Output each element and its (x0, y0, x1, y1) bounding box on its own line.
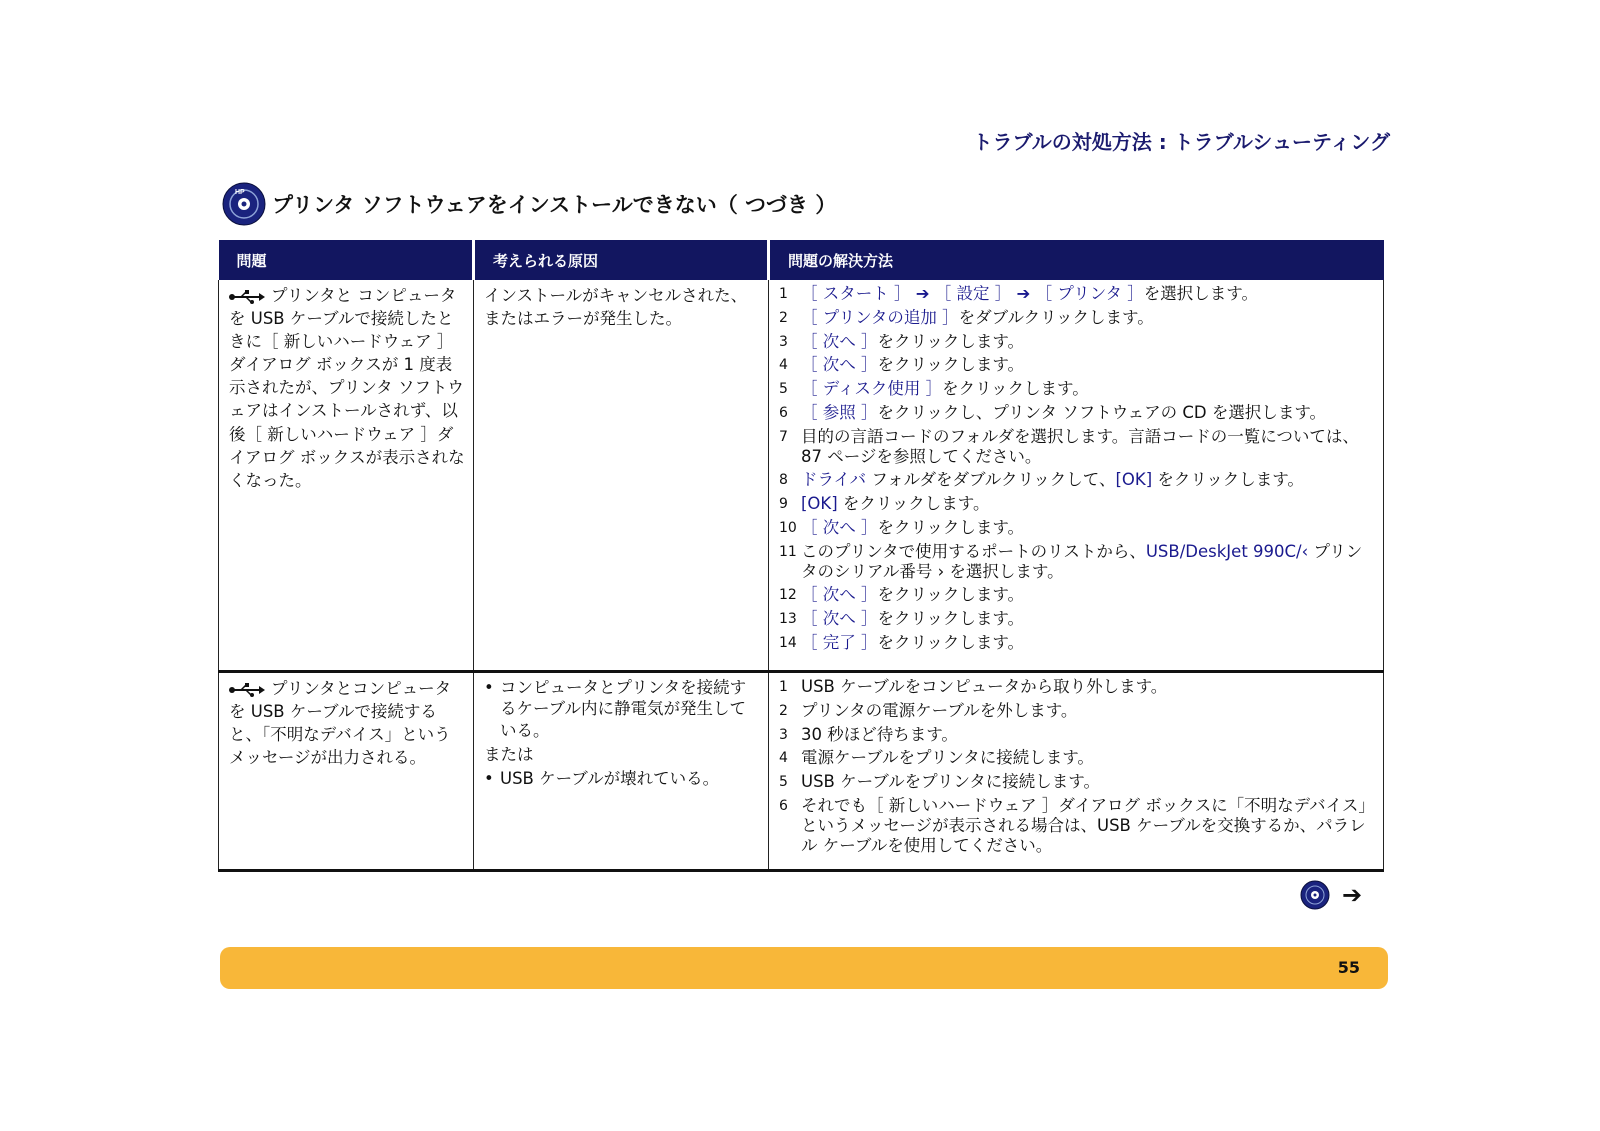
step-text (801, 772, 1100, 792)
step-number: 2 (779, 702, 788, 719)
step-number: 14 (779, 634, 797, 651)
step-text (801, 308, 1154, 328)
step-text (801, 633, 1024, 653)
cd-icon (222, 182, 266, 226)
cause-list (484, 768, 760, 789)
step-number: 3 (779, 726, 788, 743)
solution-step (779, 427, 1375, 467)
ui-label-reference: ［ ディスク使用 ］ (801, 379, 943, 399)
step-text (801, 796, 1375, 855)
solution-step (779, 379, 1375, 399)
list-item: • USB ケーブルが壊れている。 (484, 769, 720, 789)
step-text-part: をクリックします。 (877, 609, 1025, 629)
footer-bar (220, 947, 1388, 989)
problem-cell (219, 280, 474, 672)
step-text (801, 518, 1024, 538)
page-number: 55 (1337, 958, 1360, 977)
ui-label-reference: ［ 次へ ］ (801, 517, 878, 537)
column-header-cause: 考えられる原因 (474, 240, 769, 280)
step-text (801, 725, 958, 745)
table-row (219, 280, 1384, 672)
step-number: 9 (779, 496, 788, 513)
step-text (801, 542, 1375, 582)
step-number: 2 (779, 309, 788, 326)
ui-label-reference: ［ 次へ ］ (801, 609, 878, 629)
solution-step (779, 609, 1375, 629)
step-number: 3 (779, 333, 788, 350)
step-text (801, 609, 1024, 629)
step-text-part: このプリンタで使用するポートのリストから、 (801, 541, 1146, 561)
ui-label-reference: [OK] (801, 494, 838, 514)
step-text-part: をクリックします。 (877, 355, 1025, 375)
solution-steps-list (779, 677, 1375, 855)
solution-step (779, 585, 1375, 605)
step-text-part: プリンタの電源ケーブルを外します。 (801, 700, 1078, 720)
ui-label-reference: ［ 完了 ］ (801, 632, 878, 652)
step-text-part: をクリックします。 (877, 331, 1025, 351)
step-text (801, 427, 1375, 467)
step-number: 13 (779, 611, 797, 628)
ui-label-reference: ［ 次へ ］ (801, 585, 878, 605)
step-text-part: をクリックします。 (1152, 470, 1304, 490)
step-text-part: それでも［ 新しいハードウェア ］ダイアログ ボックスに「不明なデバイス」というメッセージが表示される場合は、USB ケーブルを交換するか、パラレル ケーブルを使用してください。 (801, 795, 1375, 855)
step-text-part: プリンタのシリアル番号 › を選択します。 (801, 541, 1363, 581)
ui-label-reference: [OK] (1115, 470, 1153, 490)
step-text-part: USB ケーブルをコンピュータから取り外します。 (801, 677, 1168, 696)
solution-step (779, 796, 1375, 855)
solution-steps-list (779, 284, 1375, 653)
step-number: 6 (779, 797, 788, 814)
solution-step (779, 725, 1375, 745)
ui-label-reference: ［ 次へ ］ (801, 355, 878, 375)
cause-or-text: または (484, 745, 534, 765)
step-text-part: USB ケーブルをプリンタに接続します。 (801, 772, 1100, 792)
step-text (801, 748, 1094, 768)
step-text-part: をクリックし、プリンタ ソフトウェアの CD を選択します。 (877, 402, 1327, 422)
step-text (801, 701, 1077, 721)
step-number: 4 (779, 357, 788, 374)
solution-step (779, 332, 1375, 352)
solution-cell (769, 672, 1384, 871)
step-text-part: をダブルクリックします。 (958, 307, 1154, 327)
step-number: 11 (779, 543, 797, 560)
arrow-right-icon[interactable]: ➔ (1342, 881, 1363, 909)
step-number: 7 (779, 428, 788, 445)
step-text-part: フォルダをダブルクリックして、 (866, 470, 1116, 490)
next-page-nav[interactable] (1300, 880, 1362, 910)
step-number: 8 (779, 472, 788, 489)
cause-list (484, 677, 760, 741)
solution-step (779, 772, 1375, 792)
usb-icon (229, 290, 265, 304)
ui-label-reference: ［ プリンタの追加 ］ (801, 307, 959, 327)
solution-cell (769, 280, 1384, 672)
svg-text:HP: HP (235, 189, 245, 196)
step-number: 1 (779, 679, 788, 695)
step-text-part: をクリックします。 (877, 585, 1025, 605)
step-text (801, 677, 1167, 697)
step-text (801, 284, 1258, 304)
step-text-part: をクリックします。 (877, 517, 1025, 537)
column-header-solution: 問題の解決方法 (769, 240, 1384, 280)
solution-step (779, 494, 1375, 514)
cause-cell (474, 280, 769, 672)
step-text-part: 目的の言語コードのフォルダを選択します。言語コードの一覧については、87 ページを参照してください。 (801, 426, 1359, 466)
step-number: 1 (779, 286, 788, 302)
solution-step (779, 542, 1375, 582)
solution-step (779, 701, 1375, 721)
step-text-part: 電源ケーブルをプリンタに接続します。 (801, 748, 1094, 768)
ui-label-reference: ドライバ (801, 470, 867, 490)
step-text (801, 403, 1326, 423)
ui-label-reference: ［ 参照 ］ (801, 402, 878, 422)
cause-cell (474, 672, 769, 871)
solution-step (779, 355, 1375, 375)
solution-step (779, 470, 1375, 490)
step-text-part: をクリックします。 (837, 494, 990, 514)
solution-step (779, 403, 1375, 423)
list-item: • コンピュータとプリンタを接続するケーブル内に静電気が発生している。 (484, 678, 747, 740)
step-text (801, 585, 1024, 605)
solution-step (779, 284, 1375, 304)
cause-text: インストールがキャンセルされた、またはエラーが発生した。 (484, 286, 748, 329)
problem-text: プリンタと コンピュータを USB ケーブルで接続したときに［ 新しいハードウェア ］ダイアログ ボックスが 1 度表示されたが、プリンタ ソフトウェアはインストールされず、以後［ 新しいハードウェア ］ダイアログ ボックスが表示されなくなった。 (229, 286, 465, 490)
step-text (801, 494, 989, 514)
step-text-part: をクリックします。 (942, 379, 1089, 399)
step-text (801, 470, 1304, 490)
troubleshooting-table (218, 240, 1384, 872)
solution-step (779, 677, 1375, 697)
solution-step (779, 633, 1375, 653)
step-number: 12 (779, 587, 797, 604)
cd-icon[interactable] (1300, 880, 1330, 910)
ui-label-reference: ［ スタート ］ ➔ ［ 設定 ］ ➔ ［ プリンタ ］ (801, 284, 1144, 303)
step-number: 6 (779, 404, 788, 421)
step-text-part: 30 秒ほど待ちます。 (801, 724, 958, 744)
column-header-problem: 問題 (219, 240, 474, 280)
step-number: 5 (779, 774, 788, 791)
section-title: プリンタ ソフトウェアをインストールできない（ つづき ） (272, 193, 837, 217)
usb-icon (229, 683, 265, 697)
ui-label-reference: ［ 次へ ］ (801, 331, 878, 351)
solution-step (779, 308, 1375, 328)
step-text-part: をクリックします。 (877, 632, 1025, 652)
step-number: 5 (779, 381, 788, 398)
problem-cell (219, 672, 474, 871)
step-number: 10 (779, 519, 797, 536)
page-header-title: トラブルの対処方法 : トラブルシューティング (972, 130, 1390, 154)
solution-step (779, 748, 1375, 768)
step-text-part: を選択します。 (1143, 284, 1258, 303)
ui-label-reference: USB/DeskJet 990C/‹ (1145, 541, 1309, 561)
solution-step (779, 518, 1375, 538)
step-text (801, 379, 1089, 399)
step-number: 4 (779, 750, 788, 767)
step-text (801, 355, 1024, 375)
problem-text: プリンタとコンピュータを USB ケーブルで接続すると、「不明なデバイス」というメッセージが出力される。 (229, 679, 452, 768)
table-row (219, 672, 1384, 871)
step-text (801, 332, 1024, 352)
section-heading (222, 182, 836, 226)
